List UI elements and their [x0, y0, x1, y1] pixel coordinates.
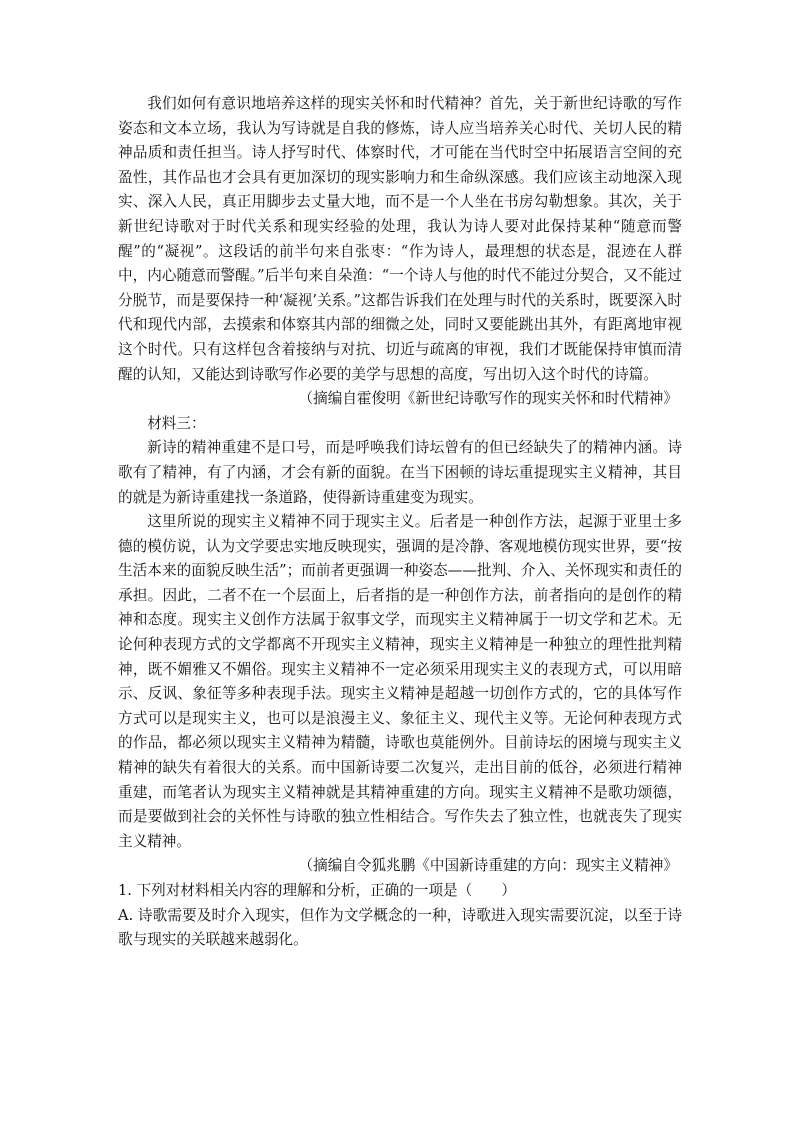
document-body [118, 92, 682, 953]
question-stem: 1. 下列对材料相关内容的理解和分析，正确的一项是（ ） [118, 882, 517, 899]
source-attribution: （摘编自令狐兆鹏《中国新诗重建的方向：现实主义精神》 [298, 857, 678, 875]
body-paragraph: 新诗的精神重建不是口号，而是呼唤我们诗坛曾有的但已经缺失了的精神内涵。诗歌有了精神，有了内涵，才会有新的面貌。在当下困顿的诗坛重提现实主义精神，其目的就是为新诗重建找一条道路，使得新诗重建变为现实。 [118, 439, 682, 506]
body-paragraph: 这里所说的现实主义精神不同于现实主义。后者是一种创作方法，起源于亚里士多德的模仿说，认为文学要忠实地反映现实，强调的是冷静、客观地模仿现实世界，要“按生活本来的面貌反映生活”；而前者更强调一种姿态——批判、介入、关怀现实和责任的承担。因此，二者不在一个层面上，后者指的是一种创作方法，前者指向的是创作的精神和态度。现实主义创作方法属于叙事文学，而现实主义精神属于一切文学和艺术。无论何种表现方式的文学都离不开现实主义精神，现实主义精神是一种独立的理性批判精神，既不媚雅又不媚俗。现实主义精神不一定必须采用现实主义的表现方式，可以用暗示、反讽、象征等多种表现手法。现实主义精神是超越一切创作方式的，它的具体写作方式可以是现实主义，也可以是浪漫主义、象征主义、现代主义等。无论何种表现方式的作品，都必须以现实主义精神为精髓，诗歌也莫能例外。目前诗坛的困境与现实主义精神的缺失有着很大的关系。而中国新诗要二次复兴，走出目前的低谷，必须进行精神重建，而笔者认为现实主义精神就是其精神重建的方向。现实主义精神不是歌功颂德，而是要做到社会的关怀性与诗歌的独立性相结合。写作失去了独立性，也就丧失了现实主义精神。 [118, 513, 682, 850]
answer-option-a: A. 诗歌需要及时介入现实，但作为文学概念的一种，诗歌进入现实需要沉淀，以至于诗歌与现实的关联越来越弱化。 [118, 906, 682, 949]
section-heading: 材料三： [147, 414, 206, 432]
source-attribution: （摘编自霍俊明《新世纪诗歌写作的现实关怀和时代精神》 [298, 390, 678, 408]
body-paragraph: 我们如何有意识地培养这样的现实关怀和时代精神？首先，关于新世纪诗歌的写作姿态和文本立场，我认为写诗就是自我的修炼，诗人应当培养关心时代、关切人民的精神品质和责任担当。诗人抒写时代、体察时代，才可能在当代时空中拓展语言空间的充盈性，其作品也才会具有更加深切的现实影响力和生命纵深感。我们应该主动地深入现实、深入人民，真正用脚步去丈量大地，而不是一个人坐在书房勾勒想象。其次，关于新世纪诗歌对于时代关系和现实经验的处理，我认为诗人要对此保持某种“随意而警醒”的“凝视”。这段话的前半句来自张枣：“作为诗人，最理想的状态是，混迹在人群中，内心随意而警醒。”后半句来自朵渔：“一个诗人与他的时代不能过分契合，又不能过分脱节，而是要保持一种‘凝视’关系。”这都告诉我们在处理与时代的关系时，既要深入时代和现代内部，去摸索和体察其内部的细微之处，同时又要能跳出其外，有距离地审视这个时代。只有这样包含着接纳与对抗、切近与疏离的审视，我们才既能保持审慎而清醒的认知，又能达到诗歌写作必要的美学与思想的高度，写出切入这个时代的诗篇。 [118, 95, 683, 383]
